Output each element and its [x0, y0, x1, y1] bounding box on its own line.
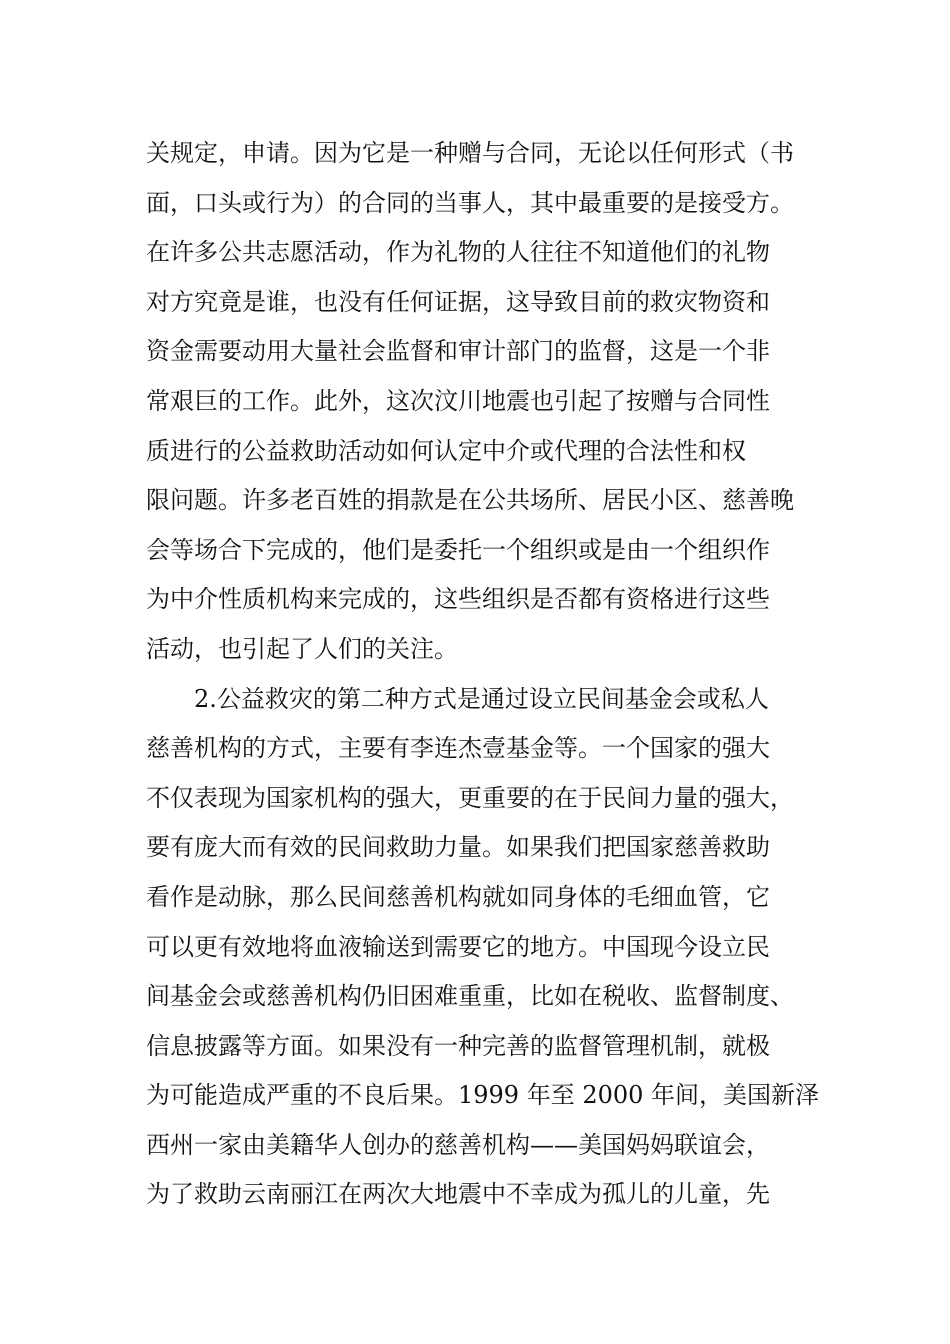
text-line: 质进行的公益救助活动如何认定中介或代理的合法性和权: [146, 436, 746, 465]
text-line: 会等场合下完成的，他们是委托一个组织或是由一个组织作: [146, 535, 770, 564]
text-line: 慈善机构的方式，主要有李连杰壹基金等。一个国家的强大: [146, 734, 770, 763]
text-line: 对方究竟是谁，也没有任何证据，这导致目前的救灾物资和: [146, 287, 770, 316]
text-line: 间基金会或慈善机构仍旧困难重重，比如在税收、监督制度、: [146, 982, 794, 1011]
text-line: 常艰巨的工作。此外，这次汶川地震也引起了按赠与合同性: [146, 386, 770, 415]
text-line: 限问题。许多老百姓的捐款是在公共场所、居民小区、慈善晚: [146, 486, 794, 515]
text-line: 不仅表现为国家机构的强大，更重要的在于民间力量的强大，: [146, 783, 794, 812]
paragraph-first-line: 2.公益救灾的第二种方式是通过设立民间基金会或私人: [194, 684, 769, 713]
text-line: 资金需要动用大量社会监督和审计部门的监督，这是一个非: [146, 337, 770, 366]
text-line: 可以更有效地将血液输送到需要它的地方。中国现今设立民: [146, 932, 770, 961]
text-line: 看作是动脉，那么民间慈善机构就如同身体的毛细血管，它: [146, 882, 770, 911]
text-line: 西州一家由美籍华人创办的慈善机构——美国妈妈联谊会，: [146, 1130, 770, 1159]
body-text: [146, 129, 826, 1220]
text-line: 为中介性质机构来完成的，这些组织是否都有资格进行这些: [146, 585, 770, 614]
text-line: 关规定，申请。因为它是一种赠与合同，无论以任何形式（书: [146, 139, 794, 167]
text-line: 面，口头或行为）的合同的当事人，其中最重要的是接受方。: [146, 188, 794, 217]
text-line: 为可能造成严重的不良后果。1999 年至 2000 年间，美国新泽: [146, 1081, 820, 1110]
text-line: 要有庞大而有效的民间救助力量。如果我们把国家慈善救助: [146, 833, 770, 862]
text-line: 活动，也引起了人们的关注。: [146, 634, 458, 663]
text-line: 信息披露等方面。如果没有一种完善的监督管理机制，就极: [146, 1031, 770, 1060]
text-line: 在许多公共志愿活动，作为礼物的人往往不知道他们的礼物: [146, 238, 770, 267]
text-line: 为了救助云南丽江在两次大地震中不幸成为孤儿的儿童，先: [146, 1180, 770, 1209]
